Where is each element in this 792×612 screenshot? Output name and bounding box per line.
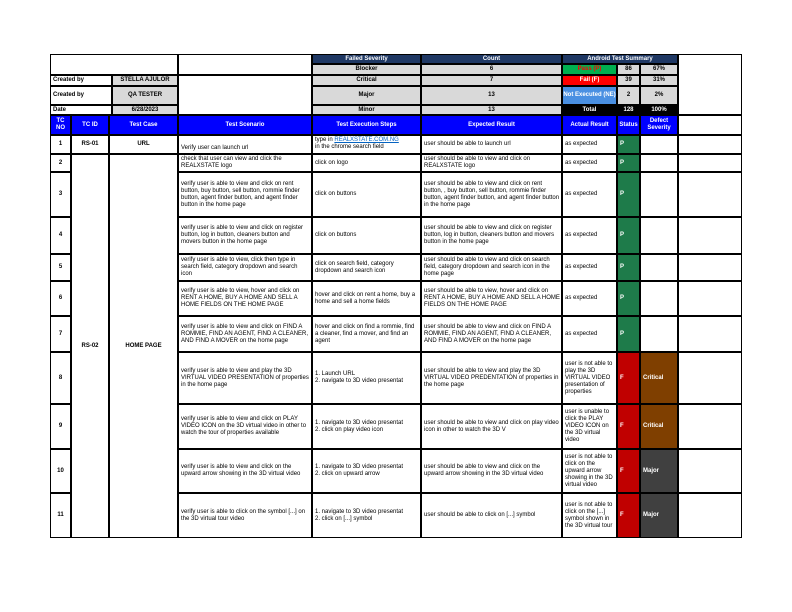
row11-steps [312,493,421,538]
row9-steps [312,404,421,449]
col-header-scenario: Test Scenario [178,115,312,135]
summary-ne-label: Not Executed (NE) [562,86,617,105]
row11-steps-box [315,509,403,523]
date-label: Date [50,105,112,115]
row8-steps [312,352,421,404]
row3-steps: click on buttons [312,172,421,217]
right-blank-r10 [678,449,742,493]
row8-no: 8 [50,352,71,404]
row5-severity [640,254,678,281]
row9-scenario: verify user is able to view and click on PLAY VIDEO ICON on the 3D virtual video in other to watch the tour of properties available [178,404,312,449]
row9-step-1: 1. navigate to 3D video presentat [315,419,404,426]
row2-actual: as expected [562,154,617,172]
created-by-label: Created by [50,75,112,86]
row4-severity [640,217,678,254]
failed-severity-header: Failed Severity [312,54,421,64]
col-header-tc-id: TC ID [71,115,109,135]
summary-pass-count: 86 [617,64,640,75]
row11-no: 11 [50,493,71,538]
summary-fail-count: 39 [617,75,640,86]
row9-step-2: 2. click on play video icon [315,426,384,433]
row11-expected: user should be able to click on [...] symbol [421,493,562,538]
row1-scenario-text: Verify user can launch url [181,145,249,151]
col-header-severity: Defect Severity [640,115,678,135]
row7-scenario: verify user is able to view and click on FIND A ROMMIE, FIND AN AGENT, FIND A CLEANER, AND FIND A MOVER on the home page [178,316,312,352]
row1-scenario [178,135,312,154]
row10-step-1: 1. navigate to 3D video presentat [315,464,404,470]
row10-scenario: verify user is able to view and click on the upward arrow showing in the 3D virtual video [178,449,312,493]
created-by2-label: Created by [50,86,112,105]
row6-scenario: verify user is able to view, hover and click on RENT A HOME, BUY A HOME AND SELL A HOME FIELDS ON THE HOME PAGE [178,281,312,316]
created-by-value: STELLA AJULOR [112,75,178,86]
right-blank-r4 [678,217,742,254]
summary-pass-label: Pass (P) [562,64,617,75]
row1-steps-text: in the chrome search field [315,144,384,150]
row2-status: P [617,154,640,172]
row1-no: 1 [50,135,71,154]
right-blank-r8 [678,352,742,404]
row7-steps: hover and click on find a rommie, find a cleaner, find a mover, and find an agent [312,316,421,352]
row8-step-2: 2. navigate to 3D video presentat [315,378,404,384]
row3-status: P [617,172,640,217]
right-blank-r3 [678,172,742,217]
row2-steps: click on logo [312,154,421,172]
row9-expected: user should be able to view and click on play video icon in other to watch the 3D V [421,404,562,449]
summary-pass-pct: 67% [640,64,678,75]
row8-expected: user should be able to view and play the 3D VIRTUAL VIDEO PREDENTATION of properties in the home page [421,352,562,404]
row9-severity: Critical [640,404,678,449]
col-header-expected: Expected Result [421,115,562,135]
row6-no: 6 [50,281,71,316]
severity-major: Major [312,86,421,105]
header-blank-right [678,54,742,115]
row11-status: F [617,493,640,538]
row7-status: P [617,316,640,352]
row2-expected: user should be able to view and click on REALXSTATE logo [421,154,562,172]
row1-status: P [617,135,640,154]
group-test-case-home: HOME PAGE [109,154,178,538]
row3-scenario: verify user is able to view and click on rent button, buy button, sell button, rommie finder button, agent finder button, and agent finder button in the home page [178,172,312,217]
row7-expected: user should be able to view and click on FIND A ROMMIE, FIND AN AGENT, FIND A CLEANER, AND FIND A MOVER on the home page [421,316,562,352]
row1-steps [312,135,421,154]
col-header-status: Status [617,115,640,135]
row8-actual: user is not able to play the 3D VIRTUAL VIDEO presentation of properties [562,352,617,404]
row3-severity [640,172,678,217]
row10-steps-box [315,464,403,478]
row9-actual: user is unable to click the PLAY VIDEO ICON on the 3D virtual video [562,404,617,449]
row11-actual: user is not able to click on the [...] symbol shown in the 3D virtual tour [562,493,617,538]
row1-actual: as expected [562,135,617,154]
group-test-case-url: URL [109,135,178,154]
right-blank-r5 [678,254,742,281]
row5-actual: as expected [562,254,617,281]
count-header: Count [421,54,562,64]
row6-actual: as expected [562,281,617,316]
summary-ne-count: 2 [617,86,640,105]
summary-ne-pct: 2% [640,86,678,105]
row5-no: 5 [50,254,71,281]
row11-step-1: 1. navigate to 3D video presentat [315,508,404,515]
col-header-actual: Actual Result [562,115,617,135]
row10-step-2: 2. click on upward arrow [315,471,380,477]
row11-step-2: 2. click on [...] symbol [315,515,373,522]
row5-scenario: verify user is able to view, click then type in search field, category dropdown and search icon [178,254,312,281]
group-tc-id-rs02: RS-02 [71,154,109,538]
summary-total-count: 128 [617,105,640,115]
right-blank-r7 [678,316,742,352]
row8-scenario: verify user is able to view and play the 3D VIRTUAL VIDEO PRESENTATION of properties in the home page [178,352,312,404]
row8-status: F [617,352,640,404]
row8-severity: Critical [640,352,678,404]
summary-total-label: Total [562,105,617,115]
row9-no: 9 [50,404,71,449]
row7-actual: as expected [562,316,617,352]
row7-severity [640,316,678,352]
row4-expected: user should be able to view and click on register button, log in button, cleaners button and movers button in the home page [421,217,562,254]
severity-major-count: 13 [421,86,562,105]
row9-status: F [617,404,640,449]
row10-actual: user is not able to click on the upward arrow showing in the 3D virtual video [562,449,617,493]
row3-actual: as expected [562,172,617,217]
right-blank-r11 [678,493,742,538]
summary-total-pct: 100% [640,105,678,115]
row11-severity: Major [640,493,678,538]
row8-step-1: 1. Launch URL [315,371,356,377]
row3-expected: user should be able to view and click on rent button, , buy button, sell button, rommie finder button, agent finder button, and agent finder button in the home page [421,172,562,217]
row10-status: F [617,449,640,493]
row1-steps-prefix: type in [315,137,335,143]
row8-steps-box [315,371,403,385]
severity-critical-count: 7 [421,75,562,86]
severity-blocker-count: 6 [421,64,562,75]
site-url-link[interactable]: REALXSTATE.COM.NG [334,137,399,143]
row10-steps [312,449,421,493]
row10-expected: user should be able to view and click on the upward arrow showing in the 3D virtual video [421,449,562,493]
row3-no: 3 [50,172,71,217]
right-blank-r9 [678,404,742,449]
row1-severity [640,135,678,154]
row4-actual: as expected [562,217,617,254]
row1-expected: user should be able to launch url [421,135,562,154]
severity-blocker: Blocker [312,64,421,75]
date-value: 6/28/2023 [112,105,178,115]
row4-steps: click on buttons [312,217,421,254]
summary-fail-pct: 31% [640,75,678,86]
header-blank-b [178,54,312,75]
header-blank-a [50,54,178,75]
row9-steps-box [315,420,403,434]
meta-blank [178,75,312,115]
row2-severity [640,154,678,172]
col-header-blank [678,115,742,135]
row6-status: P [617,281,640,316]
row4-status: P [617,217,640,254]
android-summary-header: Android Test Summary [562,54,678,64]
col-header-test-case: Test Case [109,115,178,135]
row2-scenario: check that user can view and click the REALXSTATE logo [178,154,312,172]
group-tc-id-rs01: RS-01 [71,135,109,154]
row10-severity: Major [640,449,678,493]
right-blank-r1 [678,135,742,154]
row5-steps: click on search field, category dropdown and search icon [312,254,421,281]
created-by2-value: QA TESTER [112,86,178,105]
row6-expected: user should be able to view, hover and click on RENT A HOME, BUY A HOME AND SELL A HOME FIELDS ON THE HOME PAGE [421,281,562,316]
row2-no: 2 [50,154,71,172]
row10-no: 10 [50,449,71,493]
row6-steps: hover and click on rent a home, buy a home and sell a home fields [312,281,421,316]
col-header-steps: Test Execution Steps [312,115,421,135]
severity-minor-count: 13 [421,105,562,115]
row4-no: 4 [50,217,71,254]
row6-severity [640,281,678,316]
col-header-tc-no: TC NO [50,115,71,135]
row5-status: P [617,254,640,281]
right-blank-r2 [678,154,742,172]
row4-scenario: verify user is able to view and click on register button, log in button, cleaners button and movers button in the home page [178,217,312,254]
right-blank-r6 [678,281,742,316]
row5-expected: user should be able to view and click on search field, category dropdown and search icon in the home page [421,254,562,281]
summary-fail-label: Fail (F) [562,75,617,86]
row7-no: 7 [50,316,71,352]
row11-scenario: verify user is able to click on the symbol [...] on the 3D virtual tour video [178,493,312,538]
severity-minor: Minor [312,105,421,115]
severity-critical: Critical [312,75,421,86]
